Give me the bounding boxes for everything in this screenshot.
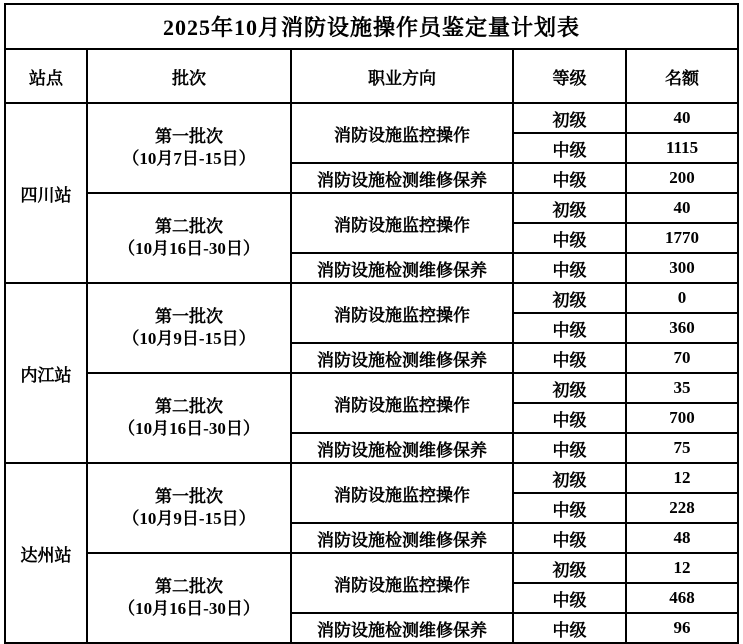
quota-cell: 1770 (626, 223, 738, 253)
page-title: 2025年10月消防设施操作员鉴定量计划表 (5, 4, 738, 49)
direction-cell: 消防设施监控操作 (291, 373, 513, 433)
quota-cell: 12 (626, 463, 738, 493)
batch-dates: （10月9日-15日） (122, 329, 256, 348)
level-cell: 中级 (513, 133, 626, 163)
quota-cell: 75 (626, 433, 738, 463)
direction-cell: 消防设施检测维修保养 (291, 523, 513, 553)
quota-cell: 40 (626, 103, 738, 133)
batch-name: 第一批次 (155, 306, 223, 326)
quota-cell: 1115 (626, 133, 738, 163)
direction-cell: 消防设施检测维修保养 (291, 253, 513, 283)
level-cell: 中级 (513, 253, 626, 283)
level-cell: 初级 (513, 373, 626, 403)
station-cell: 内江站 (5, 283, 87, 463)
level-cell: 中级 (513, 313, 626, 343)
level-cell: 初级 (513, 103, 626, 133)
level-cell: 中级 (513, 493, 626, 523)
level-cell: 中级 (513, 433, 626, 463)
station-cell: 四川站 (5, 103, 87, 283)
batch-dates: （10月9日-15日） (122, 509, 256, 528)
assessment-plan-table (4, 3, 739, 644)
table-row (5, 463, 738, 493)
direction-cell: 消防设施检测维修保养 (291, 433, 513, 463)
quota-cell: 70 (626, 343, 738, 373)
level-cell: 初级 (513, 283, 626, 313)
batch-dates: （10月16日-30日） (118, 239, 260, 258)
level-cell: 中级 (513, 523, 626, 553)
table-row (5, 103, 738, 133)
batch-name: 第二批次 (155, 396, 223, 416)
col-header-station: 站点 (5, 49, 87, 103)
col-header-batch: 批次 (87, 49, 291, 103)
quota-cell: 300 (626, 253, 738, 283)
batch-cell (87, 283, 291, 373)
station-cell: 达州站 (5, 463, 87, 643)
direction-cell: 消防设施检测维修保养 (291, 613, 513, 643)
batch-cell (87, 103, 291, 193)
direction-cell: 消防设施监控操作 (291, 463, 513, 523)
quota-cell: 0 (626, 283, 738, 313)
direction-cell: 消防设施检测维修保养 (291, 163, 513, 193)
batch-cell (87, 553, 291, 643)
col-header-quota: 名额 (626, 49, 738, 103)
quota-cell: 35 (626, 373, 738, 403)
direction-cell: 消防设施监控操作 (291, 283, 513, 343)
quota-cell: 48 (626, 523, 738, 553)
batch-name: 第二批次 (155, 216, 223, 236)
level-cell: 初级 (513, 463, 626, 493)
batch-dates: （10月16日-30日） (118, 599, 260, 618)
batch-cell (87, 193, 291, 283)
col-header-direction: 职业方向 (291, 49, 513, 103)
table-row (5, 553, 738, 583)
quota-cell: 700 (626, 403, 738, 433)
col-header-level: 等级 (513, 49, 626, 103)
quota-cell: 468 (626, 583, 738, 613)
batch-name: 第二批次 (155, 576, 223, 596)
level-cell: 中级 (513, 343, 626, 373)
batch-dates: （10月7日-15日） (122, 149, 256, 168)
quota-cell: 12 (626, 553, 738, 583)
direction-cell: 消防设施检测维修保养 (291, 343, 513, 373)
table-row (5, 283, 738, 313)
level-cell: 中级 (513, 163, 626, 193)
header-row (5, 49, 738, 103)
level-cell: 中级 (513, 223, 626, 253)
direction-cell: 消防设施监控操作 (291, 193, 513, 253)
level-cell: 初级 (513, 553, 626, 583)
table-row (5, 193, 738, 223)
direction-cell: 消防设施监控操作 (291, 553, 513, 613)
quota-cell: 40 (626, 193, 738, 223)
batch-dates: （10月16日-30日） (118, 419, 260, 438)
quota-cell: 200 (626, 163, 738, 193)
batch-name: 第一批次 (155, 126, 223, 146)
batch-cell (87, 463, 291, 553)
direction-cell: 消防设施监控操作 (291, 103, 513, 163)
level-cell: 中级 (513, 613, 626, 643)
level-cell: 初级 (513, 193, 626, 223)
title-row (5, 4, 738, 49)
batch-cell (87, 373, 291, 463)
quota-cell: 96 (626, 613, 738, 643)
quota-cell: 360 (626, 313, 738, 343)
table-row (5, 373, 738, 403)
level-cell: 中级 (513, 583, 626, 613)
level-cell: 中级 (513, 403, 626, 433)
batch-name: 第一批次 (155, 486, 223, 506)
quota-cell: 228 (626, 493, 738, 523)
